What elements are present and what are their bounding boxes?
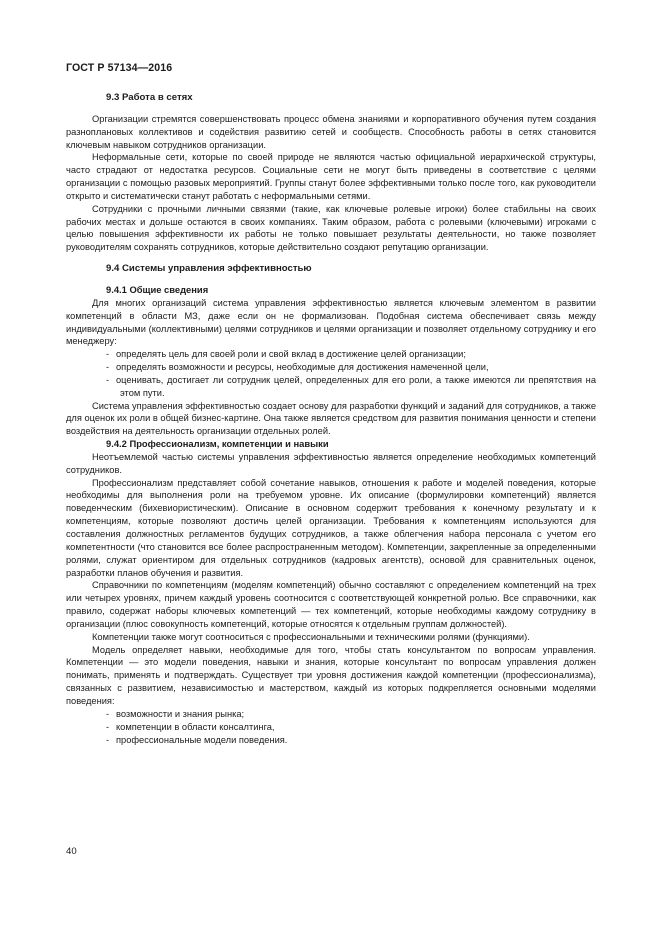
- paragraph: Организации стремятся совершенствовать процесс обмена знаниями и корпоративного обучения путем создания разноплановых коллективов и содействия развитию сетей и сообществ. Способность работы в сетях становится ключевым навыком сотрудников организации.: [66, 113, 596, 150]
- paragraph: Сотрудники с прочными личными связями (такие, как ключевые ролевые игроки) более стабильны на своих рабочих местах и дольше остаются в своих компаниях. Таким образом, работа с ролевыми (ключевыми) игроками с целью повышения эффективности их работы не только повышает результаты деятельности, но также позволяет руководителям сохранять сотрудников, которые действительно создают репутацию организации.: [66, 203, 596, 253]
- dash-marker: -: [106, 721, 110, 732]
- list-item-text: профессиональные модели поведения.: [116, 734, 288, 745]
- list-item-text: возможности и знания рынка;: [116, 708, 245, 719]
- section-9-3-heading: 9.3 Работа в сетях: [106, 92, 193, 103]
- list-item: [80, 721, 596, 734]
- standard-header: ГОСТ Р 57134—2016: [66, 62, 173, 74]
- list-item-text: определять цель для своей роли и свой вклад в достижение целей организации;: [116, 349, 466, 360]
- page-number: 40: [66, 846, 77, 857]
- dash-marker: -: [106, 708, 110, 719]
- list-item: [80, 348, 596, 361]
- paragraph: Неотъемлемой частью системы управления эффективностью является определение необходимых компетенций сотрудников.: [66, 451, 596, 475]
- document-body: [66, 92, 596, 746]
- list-item-text: определять возможности и ресурсы, необходимые для достижения намеченной цели,: [116, 362, 489, 373]
- paragraph: Система управления эффективностью создает основу для разработки функций и заданий для сотрудников, а также для оценок их роли в общей бизнес-картине. Она также является средством для развития понимания ценности и степени воздействия на деятельность организации отдельных ролей.: [66, 400, 596, 437]
- dash-marker: -: [106, 734, 110, 745]
- paragraph: Компетенции также могут соотноситься с профессиональными и техническими ролями (функциями).: [92, 631, 530, 642]
- bullet-list: [66, 348, 596, 399]
- list-item: [80, 708, 596, 721]
- paragraph: Для многих организаций система управления эффективностью является ключевым элементом в развитии компетенций в области МЗ, даже если он не формализован. Подобная система обеспечивает связь между индивидуальными (коллективными) целями сотрудников и целями организации и позволяет отдельному сотруднику и его менеджеру:: [66, 297, 596, 347]
- section-9-4-heading: 9.4 Системы управления эффективностью: [106, 263, 312, 275]
- list-item: [80, 734, 596, 747]
- dash-marker: -: [106, 349, 110, 360]
- bullet-list: [66, 708, 596, 747]
- list-item: [80, 374, 596, 400]
- section-9-4-1-heading: 9.4.1 Общие сведения: [106, 283, 209, 295]
- dash-marker: -: [106, 374, 110, 385]
- paragraph: Профессионализм представляет собой сочетание навыков, отношения к работе и моделей поведения, которые необходимы для выполнения роли на требуемом уровне. Их описание (формулировки компетенций) является поведенческим (бихевиористическим). Описание в основном содержит требования к конечному результату и к компетенциям, которые позволяют достичь целей организации. Требования к компетенциям используются для составления должностных регламентов будущих сотрудников, а также облегчения набора персонала с учетом его компетентности (что становится все более распространенным методом). Компетенции, закрепленные за определенными ролями, служат ориентиром для отдельных сотрудников (кадровых агентств), основой для сравнительных оценок, разработки планов обучения и развития.: [66, 477, 596, 578]
- list-item-text: оценивать, достигает ли сотрудник целей, определенных для его роли, а также имеются ли препятствия на этом пути.: [116, 374, 596, 398]
- section-9-4-2-heading: 9.4.2 Профессионализм, компетенции и навыки: [106, 438, 329, 450]
- paragraph: Справочники по компетенциям (моделям компетенций) обычно составляют с определением компетенций на трех или четырех уровнях, причем каждый уровень соотносится с соответствующей конкретной ролью. Все справочники, как правило, содержат наборы ключевых компетенций — тех компетенций, которые необходимы каждому сотруднику в организации (плюс совокупность компетенций, которые относятся к отдельным группам должностей).: [66, 580, 596, 629]
- dash-marker: -: [106, 362, 110, 373]
- paragraph: Модель определяет навыки, необходимые для того, чтобы стать консультантом по вопросам управления. Компетенции — это модели поведения, навыки и знания, которые консультант по вопросам управления должен понимать, применять и подтверждать. Существует три уровня достижения каждой компетенции (профессионализма), связанных с развитием, независимостью и мастерством, каждый из которых подкрепляется основными моделями поведения:: [66, 644, 596, 706]
- list-item-text: компетенции в области консалтинга,: [116, 721, 275, 732]
- list-item: [80, 361, 596, 374]
- paragraph: Неформальные сети, которые по своей природе не являются частью официальной иерархической структуры, часто страдают от недостатка ресурсов. Социальные сети не могут быть приведены в соответствие с целями организации с помощью разовых мероприятий. Группы станут более эффективными только после того, как руководители открыто и систематически станут работать с неформальными сетями.: [66, 152, 596, 201]
